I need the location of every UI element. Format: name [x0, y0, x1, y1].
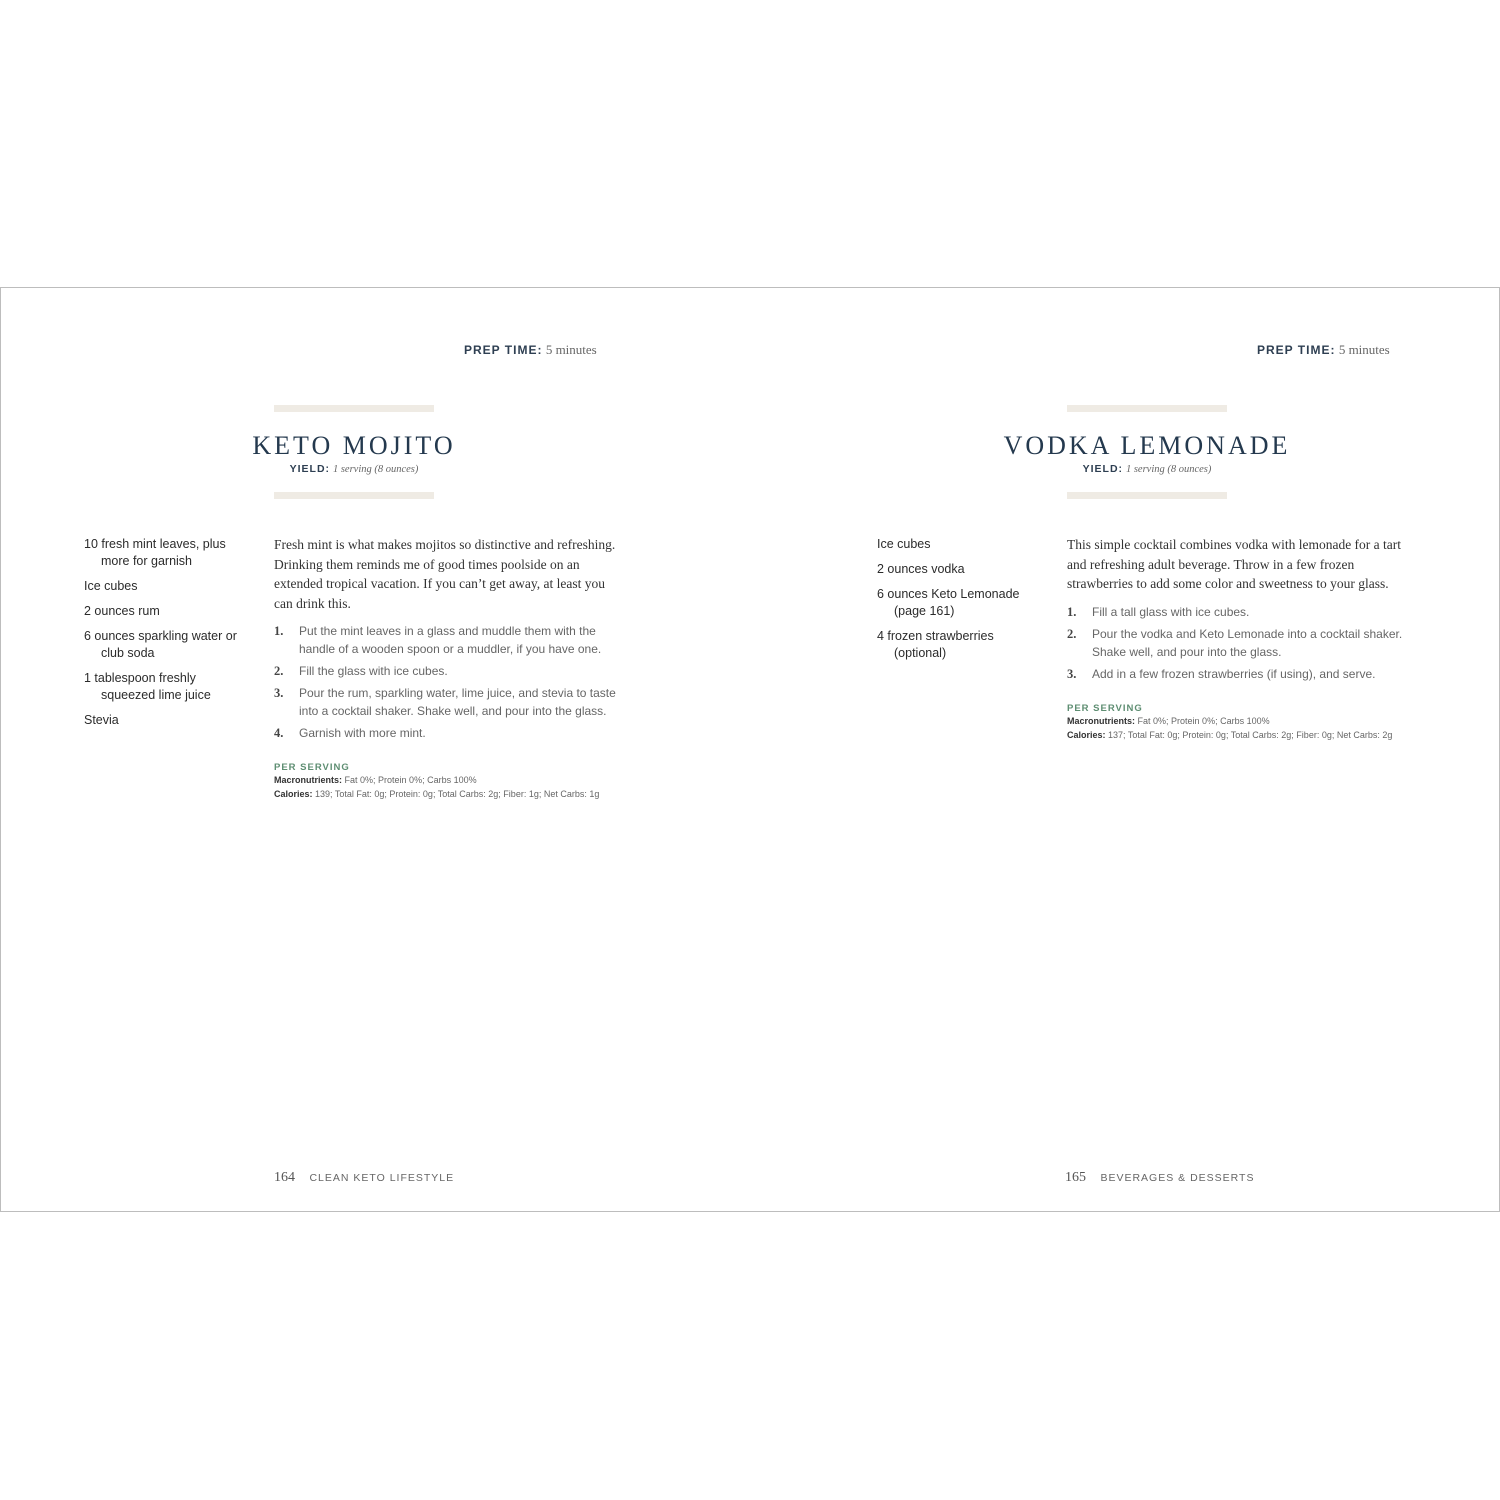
macronutrients-line	[1067, 714, 1412, 728]
ingredient-item: 6 ounces sparkling water or club soda	[84, 629, 237, 660]
yield-value: 1 serving (8 ounces)	[1125, 464, 1212, 475]
yield-value: 1 serving (8 ounces)	[332, 464, 419, 475]
yield-label: YIELD:	[289, 463, 331, 475]
page-footer	[274, 1168, 454, 1186]
step-text: Put the mint leaves in a glass and muddle them with the handle of a wooden spoon or a muddler, if you have one.	[299, 624, 602, 656]
nutrition-info	[1067, 703, 1412, 742]
step-number: 2.	[1067, 626, 1077, 641]
recipe-intro: This simple cocktail combines vodka with lemonade for a tart and refreshing adult beverage. Throw in a few frozen strawberries to add some color and sweetness to your glass.	[1067, 537, 1402, 591]
prep-time-label: PREP TIME:	[1257, 343, 1336, 357]
ingredient-item: 1 tablespoon freshly squeezed lime juice	[84, 671, 211, 702]
macronutrients-value: Fat 0%; Protein 0%; Carbs 100%	[1137, 715, 1270, 726]
calories-label: Calories:	[274, 789, 313, 799]
calories-label: Calories:	[1067, 729, 1106, 740]
calories-line	[274, 787, 619, 801]
recipe-body	[274, 535, 619, 801]
recipe-title: KETO MOJITO	[252, 431, 456, 460]
step-text: Pour the vodka and Keto Lemonade into a cocktail shaker. Shake well, and pour into the glass.	[1092, 626, 1403, 659]
prep-time	[1257, 342, 1390, 358]
prep-time-label: PREP TIME:	[464, 343, 543, 357]
ingredient-item: Ice cubes	[877, 537, 931, 551]
per-serving-heading: PER SERVING	[1067, 702, 1143, 714]
step-list	[1067, 603, 1412, 683]
calories-line	[1067, 728, 1412, 742]
step-item	[274, 724, 619, 742]
step-item	[1067, 625, 1412, 661]
recipe-title: VODKA LEMONADE	[1003, 431, 1291, 460]
title-rule-top	[274, 405, 434, 412]
ingredient-item: Stevia	[84, 713, 119, 727]
step-number: 3.	[274, 686, 284, 700]
macronutrients-label: Macronutrients:	[1067, 715, 1136, 726]
step-text: Fill the glass with ice cubes.	[299, 664, 448, 678]
nutrition-info	[274, 762, 619, 801]
ingredient-item: 10 fresh mint leaves, plus more for garnish	[84, 537, 226, 568]
step-number: 1.	[1067, 604, 1077, 619]
ingredient-list	[84, 536, 244, 737]
running-title: BEVERAGES & DESSERTS	[1100, 1172, 1255, 1184]
ingredient-item: 2 ounces rum	[84, 604, 160, 618]
step-item	[274, 684, 619, 720]
title-rule-top	[1067, 405, 1227, 412]
recipe-header	[967, 405, 1327, 499]
right-page	[794, 288, 1500, 1211]
recipe-header	[174, 405, 534, 499]
macronutrients-label: Macronutrients:	[274, 775, 343, 785]
book-spread	[0, 287, 1500, 1212]
macronutrients-line	[274, 773, 619, 787]
step-item	[274, 662, 619, 680]
ingredient-item: 2 ounces vodka	[877, 562, 965, 576]
recipe-yield	[967, 463, 1327, 475]
prep-time-value: 5 minutes	[545, 342, 597, 357]
step-item	[1067, 603, 1412, 621]
recipe-yield	[174, 463, 534, 475]
prep-time-value: 5 minutes	[1338, 342, 1390, 357]
step-item	[274, 622, 619, 658]
prep-time	[464, 342, 597, 358]
step-number: 2.	[274, 664, 284, 678]
page-number: 165	[1065, 1170, 1086, 1185]
calories-value: 137; Total Fat: 0g; Protein: 0g; Total Carbs: 2g; Fiber: 0g; Net Carbs: 2g	[1108, 729, 1393, 740]
running-title: CLEAN KETO LIFESTYLE	[309, 1172, 455, 1184]
step-text: Add in a few frozen strawberries (if using), and serve.	[1092, 666, 1376, 681]
title-rule-bottom	[1067, 492, 1227, 499]
ingredient-item: Ice cubes	[84, 579, 138, 593]
yield-label: YIELD:	[1082, 463, 1124, 475]
page-number: 164	[274, 1170, 295, 1185]
recipe-body	[1067, 535, 1412, 742]
title-rule-bottom	[274, 492, 434, 499]
per-serving-heading: PER SERVING	[274, 762, 350, 773]
macronutrients-value: Fat 0%; Protein 0%; Carbs 100%	[344, 775, 477, 785]
step-text: Fill a tall glass with ice cubes.	[1092, 604, 1250, 619]
step-item	[1067, 665, 1412, 683]
page-footer	[1065, 1168, 1254, 1186]
step-number: 4.	[274, 726, 284, 740]
ingredient-item: 4 frozen strawberries (optional)	[877, 629, 994, 660]
step-text: Garnish with more mint.	[299, 726, 426, 740]
recipe-intro: Fresh mint is what makes mojitos so distinctive and refreshing. Drinking them reminds me of good times poolside on an extended tropical vacation. If you can’t get away, at least you can drink this.	[274, 537, 616, 611]
ingredient-item: 6 ounces Keto Lemonade (page 161)	[877, 587, 1020, 618]
ingredient-list	[877, 536, 1037, 670]
step-list	[274, 622, 619, 742]
step-text: Pour the rum, sparkling water, lime juice, and stevia to taste into a cocktail shaker. Shake well, and pour into the glass.	[299, 686, 616, 718]
left-page	[1, 288, 750, 1211]
calories-value: 139; Total Fat: 0g; Protein: 0g; Total Carbs: 2g; Fiber: 1g; Net Carbs: 1g	[315, 789, 600, 799]
step-number: 1.	[274, 624, 284, 638]
step-number: 3.	[1067, 666, 1077, 681]
